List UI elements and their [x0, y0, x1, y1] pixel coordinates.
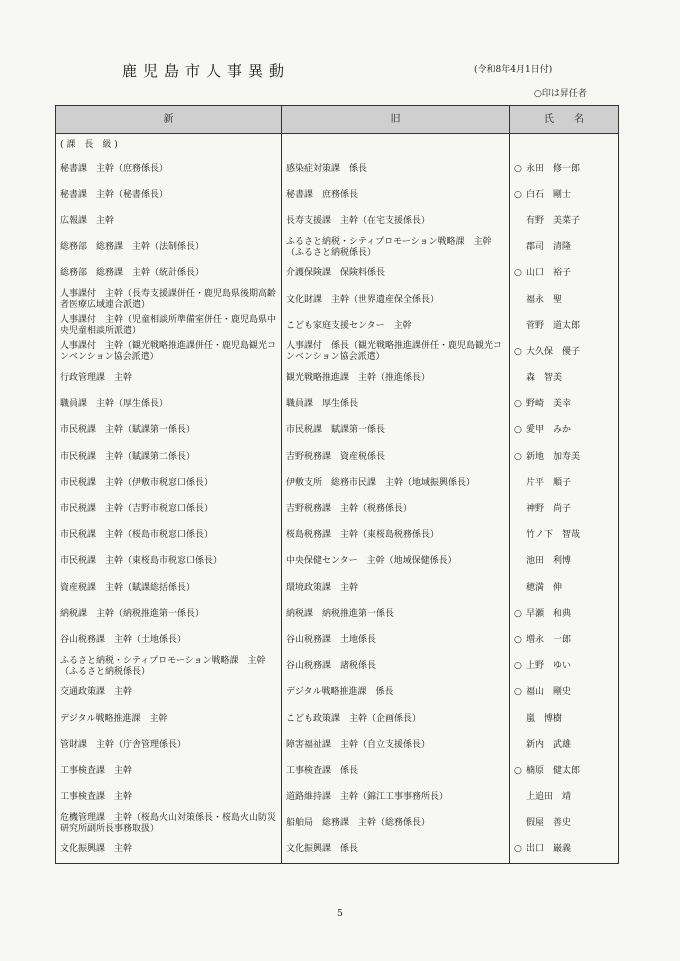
table-row [56, 627, 619, 653]
person-name: 新地 加寿美 [526, 451, 581, 462]
old-position: 納税課 納税推進第一係長 [282, 601, 510, 627]
table-row [56, 758, 619, 784]
person-name: 菅野 道太郎 [526, 320, 581, 331]
table-row [56, 156, 619, 182]
promotion-mark: ○ [514, 608, 522, 619]
rank-label: ( 課 長 級 ) [56, 134, 282, 157]
person-name: 森 智美 [526, 373, 563, 384]
old-position: 文化財課 主幹（世界遺産保全係長） [282, 287, 510, 313]
old-position: 谷山税務課 土地係長 [282, 627, 510, 653]
person-name: 假屋 善史 [526, 818, 572, 829]
person-name-cell [510, 680, 619, 706]
table-row [56, 496, 619, 522]
column-header-name: 氏 名 [510, 106, 619, 134]
table-row [56, 523, 619, 549]
person-name-cell [510, 444, 619, 470]
new-position: 市民税課 主幹（伊敷市税窓口係長） [56, 470, 282, 496]
old-position: 障害福祉課 主幹（自立支援係長） [282, 732, 510, 758]
person-name-cell [510, 758, 619, 784]
old-position: 長寿支援課 主幹（在宅支援係長） [282, 208, 510, 234]
table-row [56, 392, 619, 418]
table-row [56, 811, 619, 837]
new-position: 職員課 主幹（厚生係長） [56, 392, 282, 418]
old-position: 市民税課 賦課第一係長 [282, 418, 510, 444]
personnel-table [55, 105, 619, 864]
person-name: 有野 美菜子 [526, 215, 581, 226]
table-row [56, 418, 619, 444]
new-position: 納税課 主幹（納税推進第一係長） [56, 601, 282, 627]
old-position: 谷山税務課 諸税係長 [282, 654, 510, 680]
old-position: 感染症対策課 係長 [282, 156, 510, 182]
old-position: 人事課付 係長（観光戦略推進課併任・鹿児島観光コンベンション協会派遣） [282, 339, 510, 365]
table-row [56, 837, 619, 864]
person-name-cell [510, 654, 619, 680]
new-position: 交通政策課 主幹 [56, 680, 282, 706]
new-position: 工事検査課 主幹 [56, 785, 282, 811]
old-position: 文化振興課 係長 [282, 837, 510, 864]
person-name-cell [510, 156, 619, 182]
promotion-mark: ○ [514, 765, 522, 776]
new-position: 行政管理課 主幹 [56, 366, 282, 392]
new-position: 谷山税務課 主幹（土地係長） [56, 627, 282, 653]
old-position: 秘書課 庶務係長 [282, 182, 510, 208]
person-name-cell [510, 837, 619, 864]
promotion-mark: ○ [514, 687, 522, 698]
person-name: 出口 巌義 [526, 844, 572, 855]
table-row [56, 549, 619, 575]
person-name-cell [510, 496, 619, 522]
person-name: 穂満 伸 [526, 582, 563, 593]
person-name: 上野 ゆい [526, 661, 572, 672]
person-name-cell [510, 549, 619, 575]
person-name: 新内 武雄 [526, 739, 572, 750]
old-position: 観光戦略推進課 主幹（推進係長） [282, 366, 510, 392]
new-position: 広報課 主幹 [56, 208, 282, 234]
new-position: 資産税課 主幹（賦課総括係長） [56, 575, 282, 601]
new-position: 市民税課 主幹（吉野市税窓口係長） [56, 496, 282, 522]
promotion-note: ○印は昇任者 [534, 89, 587, 99]
new-position: 市民税課 主幹（賦課第二係長） [56, 444, 282, 470]
old-position: 桜島税務課 主幹（東桜島税務係長） [282, 523, 510, 549]
promotion-mark: ○ [514, 425, 522, 436]
effective-date: (令和8年4月1日付) [474, 65, 553, 75]
person-name: 片平 順子 [526, 477, 572, 488]
person-name-cell [510, 811, 619, 837]
person-name-cell [510, 785, 619, 811]
person-name-cell [510, 418, 619, 444]
table-row [56, 470, 619, 496]
person-name: 大久保 優子 [526, 346, 581, 357]
person-name: 野崎 美幸 [526, 399, 572, 410]
person-name: 竹ノ下 智哉 [526, 530, 581, 541]
old-position: 吉野税務課 主幹（税務係長） [282, 496, 510, 522]
table-row [56, 732, 619, 758]
person-name-cell [510, 392, 619, 418]
table-row [56, 680, 619, 706]
page-number: 5 [337, 909, 343, 919]
column-header-new: 新 [56, 106, 282, 134]
new-position: ふるさと納税・シティプロモーション戦略課 主幹（ふるさと納税係長） [56, 654, 282, 680]
new-position: 総務部 総務課 主幹（法制係長） [56, 235, 282, 261]
new-position: 市民税課 主幹（東桜島市税窓口係長） [56, 549, 282, 575]
new-position: 危機管理課 主幹（桜島火山対策係長・桜島火山防災研究所副所長事務取扱） [56, 811, 282, 837]
old-position: こども政策課 主幹（企画係長） [282, 706, 510, 732]
person-name: 永田 修一郎 [526, 163, 581, 174]
table-row [56, 366, 619, 392]
person-name: 神野 尚子 [526, 504, 572, 515]
person-name-cell [510, 523, 619, 549]
person-name: 上追田 靖 [526, 792, 572, 803]
new-position: デジタル戦略推進課 主幹 [56, 706, 282, 732]
person-name-cell [510, 470, 619, 496]
table-row [56, 444, 619, 470]
table-header [56, 106, 619, 134]
table-row [56, 339, 619, 365]
person-name: 愛甲 みか [526, 425, 572, 436]
person-name-cell [510, 732, 619, 758]
promotion-mark: ○ [514, 844, 522, 855]
table-row [56, 235, 619, 261]
table-row [56, 287, 619, 313]
table-row [56, 706, 619, 732]
table-row [56, 182, 619, 208]
new-position: 市民税課 主幹（賦課第一係長） [56, 418, 282, 444]
old-position: 伊敷支所 総務市民課 主幹（地域振興係長） [282, 470, 510, 496]
person-name: 福山 剛史 [526, 687, 572, 698]
rank-row [56, 134, 619, 157]
person-name-cell [510, 601, 619, 627]
column-header-old: 旧 [282, 106, 510, 134]
old-position: こども家庭支援センター 主幹 [282, 313, 510, 339]
new-position: 人事課付 主幹（観光戦略推進課併任・鹿児島観光コンベンション協会派遣） [56, 339, 282, 365]
promotion-mark: ○ [514, 268, 522, 279]
person-name-cell [510, 208, 619, 234]
old-position: 吉野税務課 資産税係長 [282, 444, 510, 470]
person-name-cell [510, 575, 619, 601]
old-position: 中央保健センター 主幹（地域保健係長） [282, 549, 510, 575]
old-position: 道路維持課 主幹（錦江工事事務所長） [282, 785, 510, 811]
person-name-cell [510, 235, 619, 261]
person-name: 福永 聖 [526, 294, 563, 305]
new-position: 文化振興課 主幹 [56, 837, 282, 864]
person-name-cell [510, 287, 619, 313]
person-name: 池田 利博 [526, 556, 572, 567]
table-row [56, 208, 619, 234]
promotion-mark: ○ [514, 399, 522, 410]
table-row [56, 575, 619, 601]
new-position: 管財課 主幹（庁舎管理係長） [56, 732, 282, 758]
old-position: 工事検査課 係長 [282, 758, 510, 784]
table-row [56, 601, 619, 627]
promotion-mark: ○ [514, 451, 522, 462]
new-position: 工事検査課 主幹 [56, 758, 282, 784]
person-name: 早瀬 和典 [526, 608, 572, 619]
new-position: 人事課付 主幹（児童相談所準備室併任・鹿児島県中央児童相談所派遣） [56, 313, 282, 339]
old-position: デジタル戦略推進課 係長 [282, 680, 510, 706]
new-position: 市民税課 主幹（桜島市税窓口係長） [56, 523, 282, 549]
new-position: 人事課付 主幹（長寿支援課併任・鹿児島県後期高齢者医療広域連合派遣） [56, 287, 282, 313]
person-name-cell [510, 366, 619, 392]
old-position: ふるさと納税・シティプロモーション戦略課 主幹（ふるさと納税係長） [282, 235, 510, 261]
person-name: 楠原 健太郎 [526, 765, 581, 776]
old-position: 船舶局 総務課 主幹（総務係長） [282, 811, 510, 837]
person-name-cell [510, 627, 619, 653]
document-title: 鹿児島市人事異動 [122, 62, 291, 80]
table-row [56, 785, 619, 811]
old-position: 環境政策課 主幹 [282, 575, 510, 601]
promotion-mark: ○ [514, 634, 522, 645]
person-name: 郡司 清隆 [526, 242, 572, 253]
person-name: 山口 裕子 [526, 268, 572, 279]
old-position: 介護保険課 保険料係長 [282, 261, 510, 287]
promotion-mark: ○ [514, 661, 522, 672]
promotion-mark: ○ [514, 189, 522, 200]
table-row [56, 654, 619, 680]
new-position: 秘書課 主幹（庶務係長） [56, 156, 282, 182]
person-name: 白石 剛士 [526, 189, 572, 200]
table-row [56, 313, 619, 339]
new-position: 秘書課 主幹（秘書係長） [56, 182, 282, 208]
person-name-cell [510, 706, 619, 732]
person-name-cell [510, 339, 619, 365]
person-name-cell [510, 182, 619, 208]
promotion-mark: ○ [514, 346, 522, 357]
old-position: 職員課 厚生係長 [282, 392, 510, 418]
person-name-cell [510, 261, 619, 287]
promotion-mark: ○ [514, 163, 522, 174]
table-row [56, 261, 619, 287]
new-position: 総務部 総務課 主幹（統計係長） [56, 261, 282, 287]
person-name-cell [510, 313, 619, 339]
person-name: 嵐 博樹 [526, 713, 563, 724]
person-name: 増永 一郎 [526, 634, 572, 645]
